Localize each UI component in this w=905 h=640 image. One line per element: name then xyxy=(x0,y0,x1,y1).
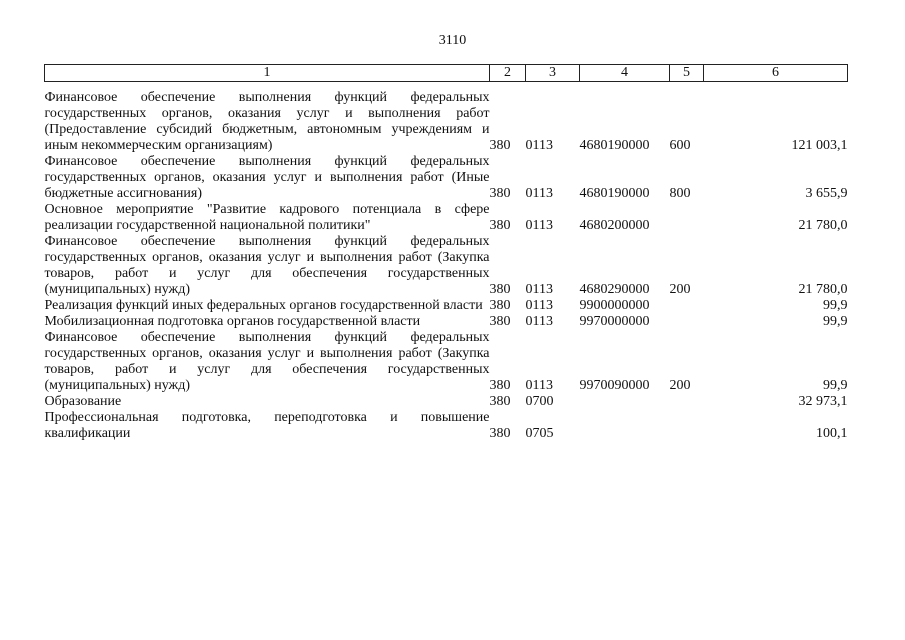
column-header-4: 4 xyxy=(580,65,670,82)
row-description-text: Реализация функций иных федеральных органов государственной власти xyxy=(44,298,483,313)
row-col5: 800 xyxy=(669,186,691,201)
row-amount: 99,9 xyxy=(823,378,848,393)
table-row xyxy=(45,394,848,410)
row-col3: 0700 xyxy=(525,394,554,409)
row-col4: 4680190000 xyxy=(579,186,650,201)
row-amount: 100,1 xyxy=(816,426,848,441)
row-col2: 380 xyxy=(489,186,511,201)
column-header-2: 2 xyxy=(490,65,526,82)
row-description-text: Образование xyxy=(44,394,122,409)
row-description-text: Мобилизационная подготовка органов государственной власти xyxy=(44,314,421,329)
row-col2: 380 xyxy=(489,138,511,153)
row-col3: 0113 xyxy=(525,314,553,329)
page-number: 3110 xyxy=(438,33,467,48)
row-col4: 4680290000 xyxy=(579,282,650,297)
table-row xyxy=(45,298,848,314)
table-row xyxy=(45,202,848,234)
row-col4: 4680190000 xyxy=(579,138,650,153)
row-col3: 0113 xyxy=(525,138,553,153)
row-description xyxy=(45,314,490,330)
column-header-5: 5 xyxy=(670,65,704,82)
table-row xyxy=(45,234,848,298)
row-col3: 0113 xyxy=(525,298,553,313)
column-header-6: 6 xyxy=(704,65,848,82)
row-description xyxy=(45,298,490,314)
column-header-1: 1 xyxy=(45,65,490,82)
row-col5 xyxy=(670,394,704,410)
row-amount: 21 780,0 xyxy=(798,282,848,297)
row-description-text: Финансовое обеспечение выполнения функций федеральных государственных органов, оказания услуг и выполнения работ (Предоставление субсидий бюджетным, автономным учреждениям и иным некоммерческим организациям) xyxy=(44,90,490,153)
row-col5 xyxy=(670,202,704,234)
row-description-text: Финансовое обеспечение выполнения функций федеральных государственных органов, оказания услуг и выполнения работ (Иные бюджетные ассигнования) xyxy=(44,154,490,201)
row-description xyxy=(45,82,490,155)
row-col3: 0113 xyxy=(525,218,553,233)
table-row xyxy=(45,330,848,394)
row-col2: 380 xyxy=(489,298,511,313)
column-header-row xyxy=(45,65,848,82)
row-col4 xyxy=(580,410,670,442)
table-row xyxy=(45,154,848,202)
row-description-text: Финансовое обеспечение выполнения функций федеральных государственных органов, оказания услуг и выполнения работ (Закупка товаров, работ и услуг для обеспечения государственных (муниципальных) нужд) xyxy=(44,234,490,297)
row-amount: 3 655,9 xyxy=(805,186,848,201)
row-col2: 380 xyxy=(489,394,511,409)
row-col3: 0113 xyxy=(525,186,553,201)
column-header-3: 3 xyxy=(526,65,580,82)
row-col2: 380 xyxy=(489,282,511,297)
row-description-text: Основное мероприятие "Развитие кадрового потенциала в сфере реализации государственной национальной политики" xyxy=(44,202,490,233)
row-col2: 380 xyxy=(489,314,511,329)
row-description xyxy=(45,330,490,394)
row-col4: 9900000000 xyxy=(579,298,650,313)
row-description xyxy=(45,410,490,442)
row-col5 xyxy=(670,410,704,442)
row-col4: 9970000000 xyxy=(579,314,650,329)
row-col5: 200 xyxy=(669,282,691,297)
row-col4: 9970090000 xyxy=(579,378,650,393)
row-description xyxy=(45,202,490,234)
row-description xyxy=(45,394,490,410)
row-amount: 99,9 xyxy=(823,298,848,313)
row-col2: 380 xyxy=(489,218,511,233)
row-amount: 99,9 xyxy=(823,314,848,329)
row-col4: 4680200000 xyxy=(579,218,650,233)
table-row xyxy=(45,314,848,330)
row-col3: 0113 xyxy=(525,282,553,297)
table-body xyxy=(45,82,848,443)
row-amount: 121 003,1 xyxy=(791,138,848,153)
row-col2: 380 xyxy=(489,426,511,441)
row-description xyxy=(45,154,490,202)
table-row xyxy=(45,82,848,155)
budget-table xyxy=(44,64,848,442)
row-col3: 0113 xyxy=(525,378,553,393)
row-col2: 380 xyxy=(489,378,511,393)
row-description-text: Финансовое обеспечение выполнения функций федеральных государственных органов, оказания услуг и выполнения работ (Закупка товаров, работ и услуг для обеспечения государственных (муниципальных) нужд) xyxy=(44,330,490,393)
row-col5: 200 xyxy=(669,378,691,393)
row-col5 xyxy=(670,298,704,314)
row-amount: 32 973,1 xyxy=(798,394,848,409)
row-col5: 600 xyxy=(669,138,691,153)
table-row xyxy=(45,410,848,442)
row-col5 xyxy=(670,314,704,330)
row-description xyxy=(45,234,490,298)
row-amount: 21 780,0 xyxy=(798,218,848,233)
row-description-text: Профессиональная подготовка, переподготовка и повышение квалификации xyxy=(44,410,490,441)
row-col3: 0705 xyxy=(525,426,554,441)
row-col4 xyxy=(580,394,670,410)
